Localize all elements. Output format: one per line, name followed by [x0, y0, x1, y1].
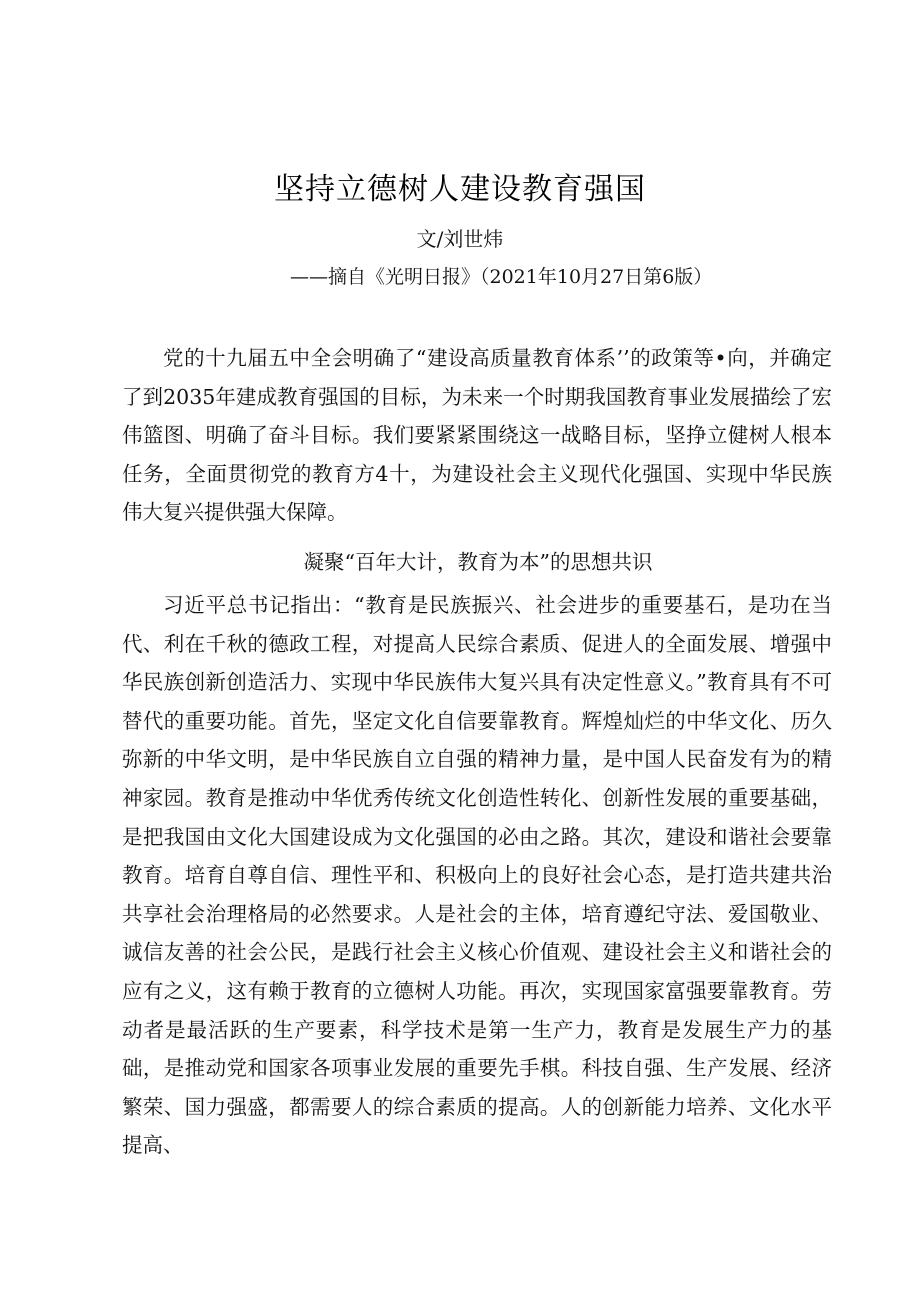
section-heading: 凝聚“百年大计，教育为本”的思想共识 — [303, 550, 653, 574]
article-author: 文/刘世炜 — [416, 227, 504, 251]
paragraph-intro: 党的十九届五中全会明确了“建设高质量教育体系’’的政策等•向，并确定了到2035年建成教育强国的目标，为未来一个时期我国教育事业发展描绘了宏伟篮图、明确了奋斗目标。我们要紧紧围绕这一战略目标，坚挣立健树人根本任务，全面贯彻党的教育方4十，为建设社会主义现代化强国、实现中华民族伟大复兴提供强大保障。 — [122, 346, 832, 525]
article-source: ——摘自《光明日报》（2021年10月27日第6版） — [290, 266, 713, 288]
article-title: 坚持立德树人建设教育强国 — [274, 172, 646, 207]
paragraph-body: 习近平总书记指出：“教育是民族振兴、社会进步的重要基石，是功在当代、利在千秋的德政工程，对提高人民综合素质、促进人的全面发展、增强中华民族创新创造活力、实现中华民族伟大复兴具有决定性意义。”教育具有不可替代的重要功能。首先，坚定文化自信要靠教育。辉煌灿烂的中华文化、历久弥新的中华文明，是中华民族自立自强的精神力量，是中国人民奋发有为的精神家园。教育是推动中华优秀传统文化创造性转化、创新性发展的重要基础，是把我国由文化大国建设成为文化强国的必由之路。其次，建设和谐社会要靠教育。培育自尊自信、理性平和、积极向上的良好社会心态，是打造共建共治共享社会治理格局的必然要求。人是社会的主体，培育遵纪守法、爱国敬业、诚信友善的社会公民，是践行社会主义核心价值观、建设社会主义和谐社会的应有之义，这有赖于教育的立德树人功能。再次，实现国家富强要靠教育。劳动者是最活跃的生产要素，科学技术是第一生产力，教育是发展生产力的基础，是推动党和国家各项事业发展的重要先手棋。科技自强、生产发展、经济繁荣、国力强盛，都需要人的综合素质的提高。人的创新能力培养、文化水平提高、 — [122, 593, 832, 1158]
